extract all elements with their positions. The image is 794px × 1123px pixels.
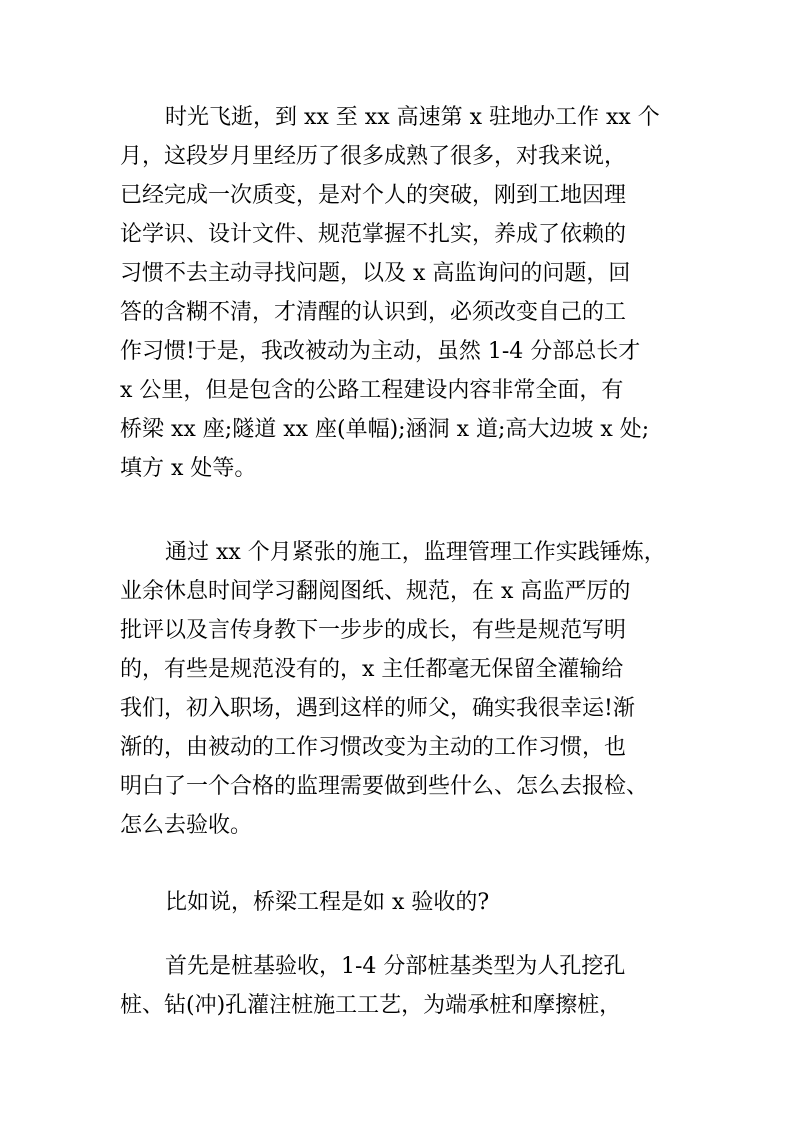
paragraph-line: 明白了一个合格的监理需要做到些什么、怎么去报检、 [120, 774, 649, 799]
paragraph-line: 批评以及言传身教下一步步的成长，有些是规范写明 [120, 618, 627, 643]
paragraph-line: 首先是桩基验收，1-4 分部桩基类型为人孔挖孔 [165, 954, 626, 979]
paragraph-line: 时光飞逝，到 xx 至 xx 高速第 x 驻地办工作 xx 个 [165, 105, 660, 130]
paragraph-3 [120, 883, 676, 922]
paragraph-line: 已经完成一次质变，是对个人的突破，刚到工地因理 [120, 183, 627, 208]
paragraph-line: 桥梁 xx 座;隧道 xx 座(单幅);涵洞 x 道;高大边坡 x 处; [120, 417, 650, 442]
paragraph-line: 比如说，桥梁工程是如 x 验收的? [165, 890, 490, 915]
paragraph-line: x 公里，但是包含的公路工程建设内容非常全面，有 [120, 378, 624, 403]
paragraph-line: 论学识、设计文件、规范掌握不扎实，养成了依赖的 [120, 222, 627, 247]
paragraph-line: 的，有些是规范没有的，x 主任都毫无保留全灌输给 [120, 657, 624, 682]
paragraph-line: 习惯不去主动寻找问题，以及 x 高监询问的问题，回 [120, 261, 631, 286]
paragraph-line: 答的含糊不清，才清醒的认识到，必须改变自己的工 [120, 300, 627, 325]
paragraph-line: 作习惯!于是，我改被动为主动，虽然 1-4 分部总长才 [120, 339, 641, 364]
paragraph-line: 通过 xx 个月紧张的施工，监理管理工作实践锤炼， [165, 540, 666, 565]
paragraph-line: 桩、钻(冲)孔灌注桩施工工艺，为端承桩和摩擦桩， [120, 993, 622, 1018]
paragraph-1 [120, 98, 676, 488]
paragraph-line: 怎么去验收。 [120, 813, 253, 838]
paragraph-line: 月，这段岁月里经历了很多成熟了很多，对我来说， [120, 144, 627, 169]
paragraph-2 [120, 533, 676, 845]
paragraph-line: 填方 x 处等。 [120, 456, 257, 481]
paragraph-4 [120, 947, 676, 1025]
paragraph-line: 我们，初入职场，遇到这样的师父，确实我很幸运!渐 [120, 696, 635, 721]
paragraph-line: 渐的，由被动的工作习惯改变为主动的工作习惯，也 [120, 735, 627, 760]
paragraph-line: 业余休息时间学习翻阅图纸、规范，在 x 高监严厉的 [120, 579, 631, 604]
